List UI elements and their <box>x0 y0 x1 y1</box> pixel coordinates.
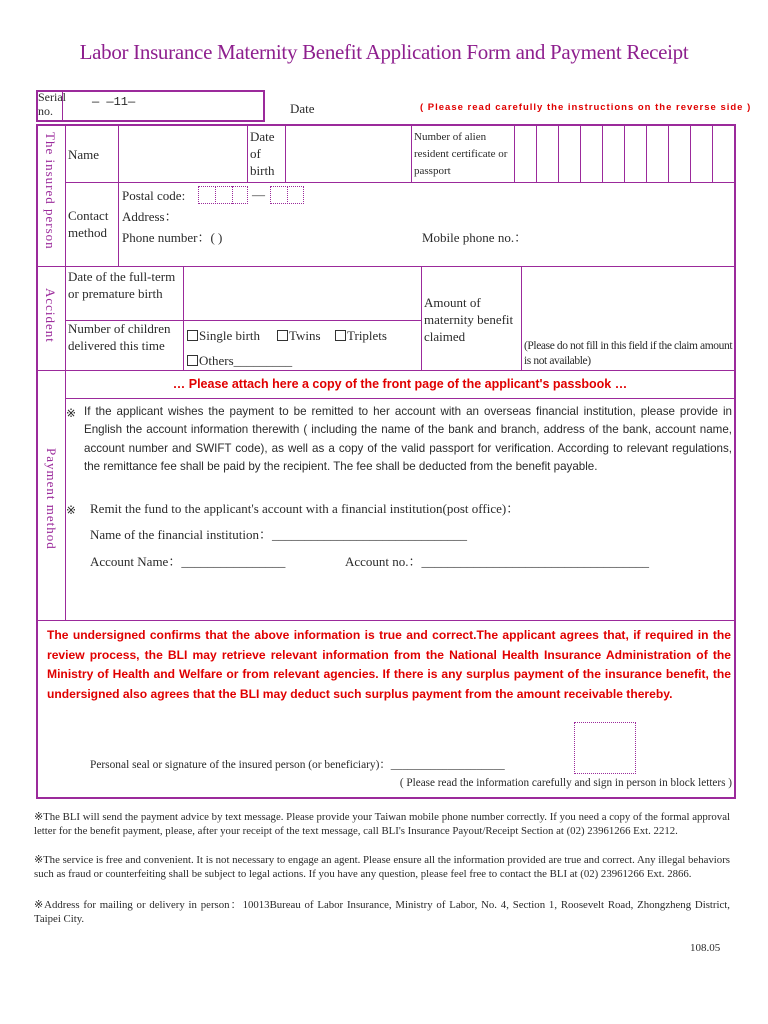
amount-field[interactable] <box>524 270 734 336</box>
account-no-field[interactable]: Account no.：___________________________________ <box>345 554 650 569</box>
alien-id-field[interactable] <box>516 127 734 181</box>
mobile-field[interactable] <box>546 227 730 245</box>
opt-triplets[interactable]: Triplets <box>335 327 387 344</box>
opt-twins[interactable]: Twins <box>277 327 321 344</box>
address-field[interactable] <box>190 206 730 224</box>
contact-label: Contact method <box>68 208 109 240</box>
seal-label: Personal seal or signature of the insured person (or beneficiary)：____________________ <box>90 759 505 771</box>
serial-label: Serial no. <box>38 90 66 118</box>
others-checkbox[interactable] <box>187 355 198 366</box>
address-label: Address： <box>122 209 178 224</box>
section-label-accident: Accident <box>43 288 58 343</box>
children-label: Number of children delivered this time <box>68 321 171 353</box>
seal-note: ( Please read the information carefully and sign in person in block letters ) <box>399 777 732 789</box>
institution-field[interactable]: Name of the financial institution：______________________________ <box>90 527 467 542</box>
dob-field[interactable] <box>287 127 411 181</box>
note-service: ※The service is free and convenient. It is not necessary to engage an agent. Please ensure all the information provided are true and correct. Any illegal behaviors such as fraud or counterfeiting shall be subject to legal actions. If you have any question, please feel free to contact the BLI at (02) 23961266 Ext. 2866. <box>34 854 730 881</box>
overseas-mark: ※ <box>66 406 77 420</box>
amount-note: (Please do not fill in this field if the claim amount is not available) <box>524 340 733 367</box>
postal-code-field[interactable] <box>198 186 248 204</box>
birth-date-label: Date of the full-term or premature birth <box>68 269 176 301</box>
note-sms: ※The BLI will send the payment advice by text message. Please provide your Taiwan mobile phone number correctly. If you need a copy of the formal approval letter for the benefit payment, please, after your receipt of the text message, call BLI's Insurance Payout/Receipt Section at (02) 23961266 Ext. 2212. <box>34 811 730 838</box>
remit-mark: ※ <box>66 503 77 517</box>
serial-box <box>36 90 265 122</box>
phone-label: Phone number：( ) <box>122 230 223 245</box>
date-label: Date <box>290 101 315 116</box>
mobile-label: Mobile phone no.： <box>422 230 528 245</box>
overseas-note: If the applicant wishes the payment to be remitted to her account with an overseas financial institution, please provide in English the account information therewith ( including the name of the bank and branch, address of the bank, account name, account number and SWIFT code), as well as a copy of the valid passport for verification. According to relevant regulations, the remittance fee shall be paid by the recipient. The fee shall be deducted from the benefit payable. <box>84 405 732 473</box>
declaration-text: The undersigned confirms that the above information is true and correct.The applicant agrees that, if required in the review process, the BLI may retrieve relevant information from the National Health Insurance Administration of the Ministry of Health and Welfare or from relevant agencies. If there is any surplus payment of the insurance benefit, the undersigned also agrees that the BLI may deduct such surplus payment from the amount receivable thereby. <box>47 628 731 701</box>
passbook-note: … Please attach here a copy of the front page of the applicant's passbook … <box>172 377 628 391</box>
twins-checkbox[interactable] <box>277 330 288 341</box>
opt-single-birth[interactable]: Single birth <box>187 327 260 344</box>
name-label: Name <box>68 147 100 162</box>
alien-id-label: Number of alien resident certificate or passport <box>414 131 508 177</box>
section-label-insured: The insured person <box>43 132 58 250</box>
single-birth-checkbox[interactable] <box>187 330 198 341</box>
postal-label: Postal code: <box>122 188 186 203</box>
birth-date-field[interactable] <box>185 269 419 319</box>
reverse-instruction: ( Please read carefully the instructions on the reverse side ) <box>420 102 752 113</box>
seal-box[interactable] <box>574 722 636 774</box>
note-address: ※Address for mailing or delivery in person：10013Bureau of Labor Insurance, Ministry of Labor, No. 4, Section 1, Roosevelt Road, Zhongzheng District, Taipei City. <box>34 899 730 926</box>
name-field[interactable] <box>120 127 246 181</box>
section-label-payment: Payment method <box>44 448 59 550</box>
account-name-field[interactable]: Account Name：________________ <box>90 554 286 569</box>
amount-label: Amount of maternity benefit claimed <box>424 295 514 344</box>
triplets-checkbox[interactable] <box>335 330 346 341</box>
serial-value[interactable]: — —11— <box>92 95 136 109</box>
opt-others[interactable]: Others_________ <box>187 352 292 369</box>
dob-label: Date of birth <box>250 129 275 178</box>
form-version: 108.05 <box>690 942 721 954</box>
postal-dash: — <box>252 187 265 202</box>
form-title: Labor Insurance Maternity Benefit Application Form and Payment Receipt <box>79 40 689 64</box>
remit-note: Remit the fund to the applicant's account with a financial institution(post office)： <box>90 501 520 516</box>
